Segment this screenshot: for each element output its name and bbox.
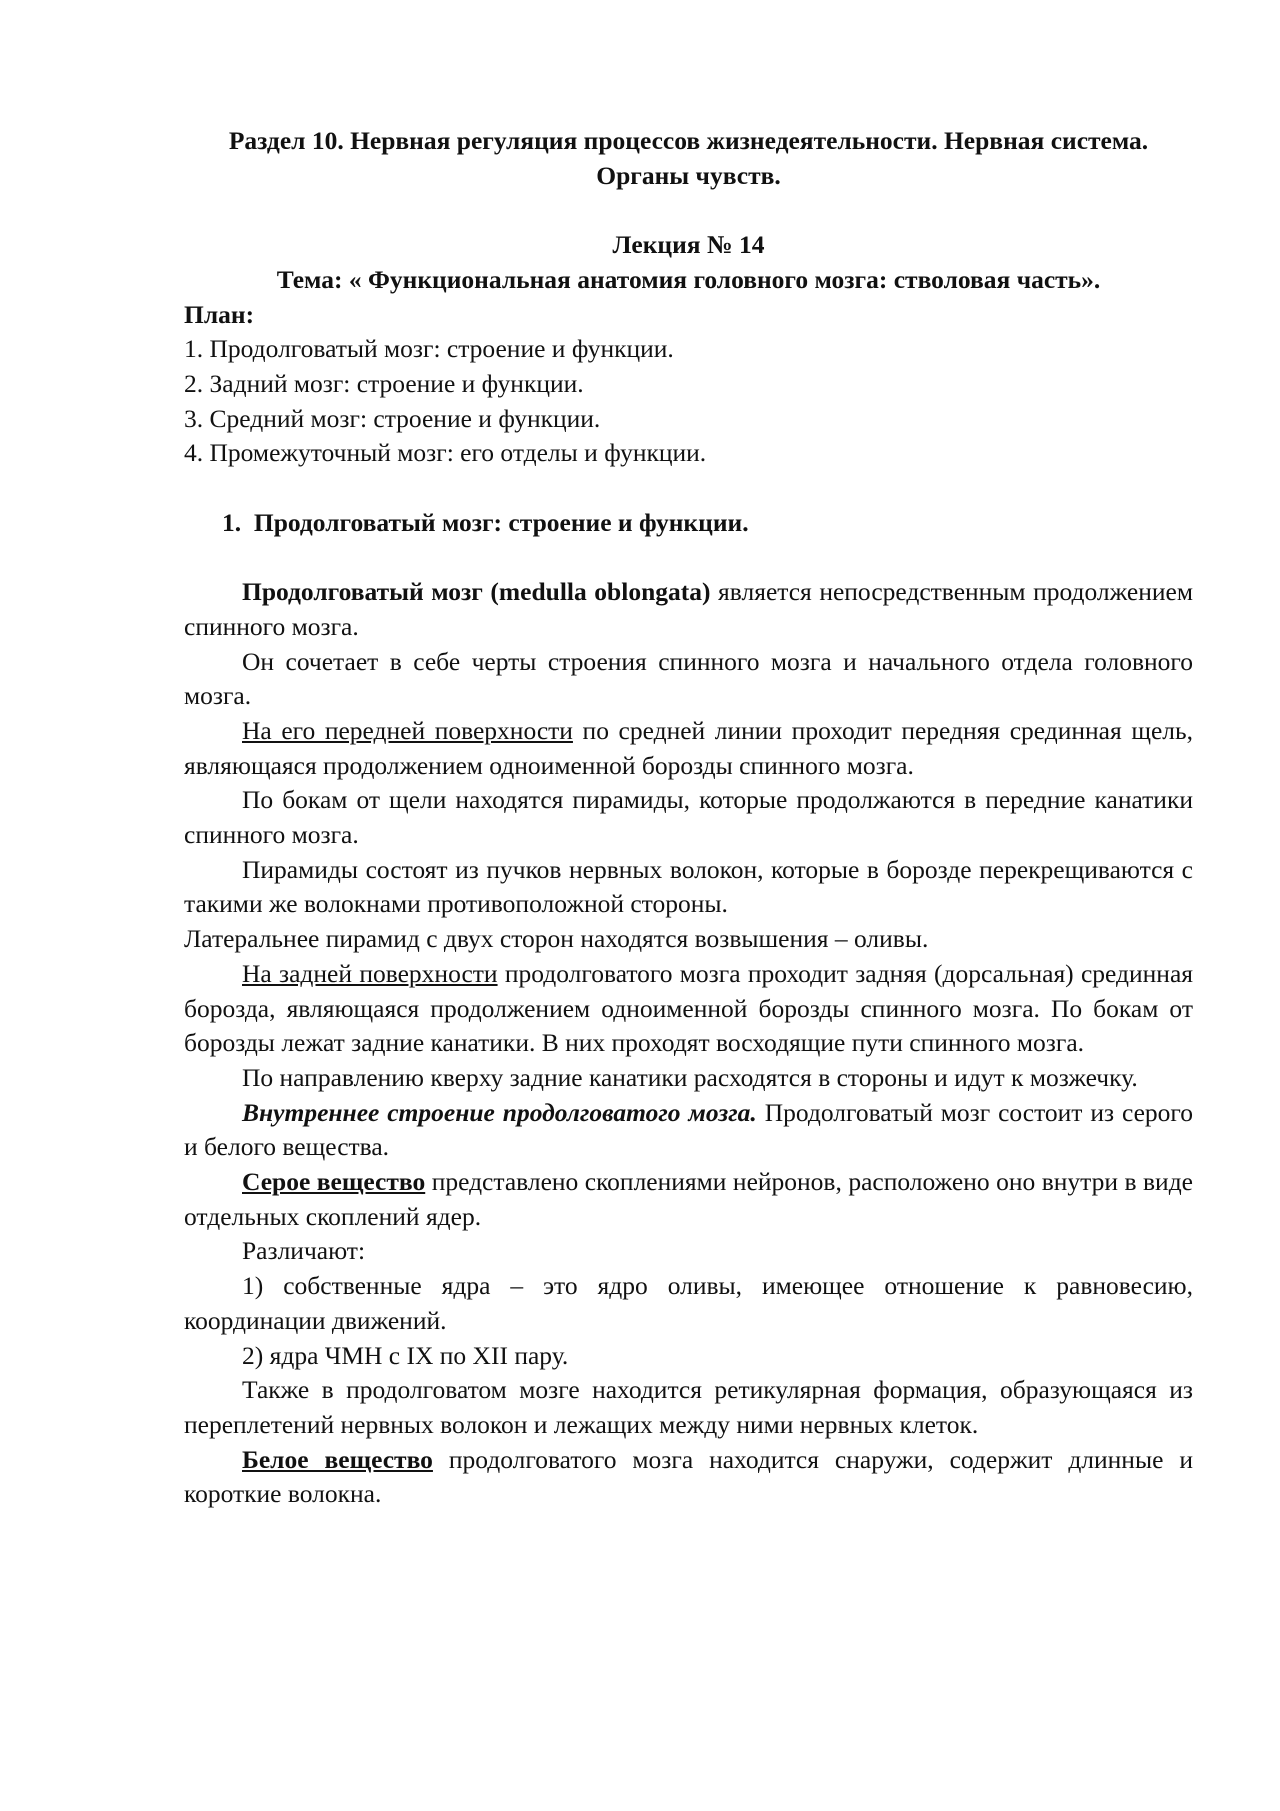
section-heading-1	[184, 506, 1193, 541]
paragraph-text: продолговатого мозга находится снаружи, содержит длинные и короткие волокна.	[184, 1444, 1193, 1509]
plan-label: План:	[184, 299, 255, 329]
paragraph-medulla-definition	[184, 575, 1193, 644]
term-bold: Продолговатый мозг (medulla oblongata)	[242, 577, 711, 607]
plan-item: 1. Продолговатый мозг: строение и функции.	[184, 334, 674, 364]
paragraph-anterior-surface	[184, 714, 1193, 783]
paragraph: Различают:	[242, 1236, 366, 1266]
paragraph: По направлению кверху задние канатики расходятся в стороны и идут к мозжечку.	[242, 1062, 1138, 1092]
spacer	[184, 193, 1193, 228]
spacer	[184, 471, 1193, 506]
heading-number: 1.	[222, 507, 242, 537]
paragraph-text: по средней линии проходит передняя срединная щель, являющаяся продолжением одноименной борозды спинного мозга.	[184, 715, 1194, 780]
paragraph-white-matter	[184, 1443, 1193, 1512]
list-item: 2) ядра ЧМН с IX по XII пару.	[242, 1340, 569, 1370]
paragraph-text: является непосредственным продолжением спинного мозга.	[184, 577, 1193, 641]
bold-italic-term: Внутреннее строение продолговатого мозга.	[242, 1097, 757, 1127]
lecture-topic: Тема: « Функциональная анатомия головного мозга: стволовая часть».	[276, 264, 1101, 294]
lecture-number: Лекция № 14	[612, 230, 765, 260]
spacer	[184, 540, 1193, 575]
list-item: 1) собственные ядра – это ядро оливы, имеющее отношение к равновесию, координации движений.	[184, 1271, 1193, 1335]
paragraph-text: представлено скоплениями нейронов, расположено оно внутри в виде отдельных скоплений ядер.	[184, 1167, 1193, 1231]
underlined-term: На его передней поверхности	[242, 715, 573, 745]
underlined-term: На задней поверхности	[242, 958, 498, 988]
section-title: Раздел 10. Нервная регуляция процессов жизнедеятельности. Нервная система. Органы чувств.	[228, 126, 1149, 190]
paragraph: Он сочетает в себе черты строения спинного мозга и начального отдела головного мозга.	[184, 646, 1193, 711]
heading-text: Продолговатый мозг: строение и функции.	[253, 507, 749, 537]
paragraph-text: Продолговатый мозг состоит из серого и белого вещества.	[184, 1097, 1194, 1162]
paragraph-posterior-surface	[184, 957, 1193, 1061]
paragraph: По бокам от щели находятся пирамиды, которые продолжаются в передние канатики спинного мозга.	[184, 785, 1193, 850]
paragraph: Также в продолговатом мозге находится ретикулярная формация, образующаяся из переплетений нервных волокон и лежащих между ними нервных клеток.	[184, 1375, 1193, 1439]
paragraph-internal-structure	[184, 1096, 1193, 1165]
bold-underlined-term: Белое вещество	[242, 1444, 433, 1474]
paragraph-grey-matter	[184, 1165, 1193, 1234]
document-body	[184, 124, 1193, 1512]
paragraph: Пирамиды состоят из пучков нервных волокон, которые в борозде перекрещиваются с такими же волокнами противоположной стороны.	[184, 854, 1193, 919]
bold-underlined-term: Серое вещество	[242, 1167, 426, 1197]
plan-item: 3. Средний мозг: строение и функции.	[184, 403, 601, 433]
paragraph: Латеральнее пирамид с двух сторон находятся возвышения – оливы.	[184, 924, 929, 954]
plan-item: 2. Задний мозг: строение и функции.	[184, 368, 584, 398]
plan-item: 4. Промежуточный мозг: его отделы и функции.	[184, 438, 707, 468]
paragraph-text: продолговатого мозга проходит задняя (дорсальная) срединная борозда, являющаяся продолжением одноименной борозды спинного мозга. По бокам от борозды лежат задние канатики. В них проходят восходящие пути спинного мозга.	[184, 958, 1193, 1058]
